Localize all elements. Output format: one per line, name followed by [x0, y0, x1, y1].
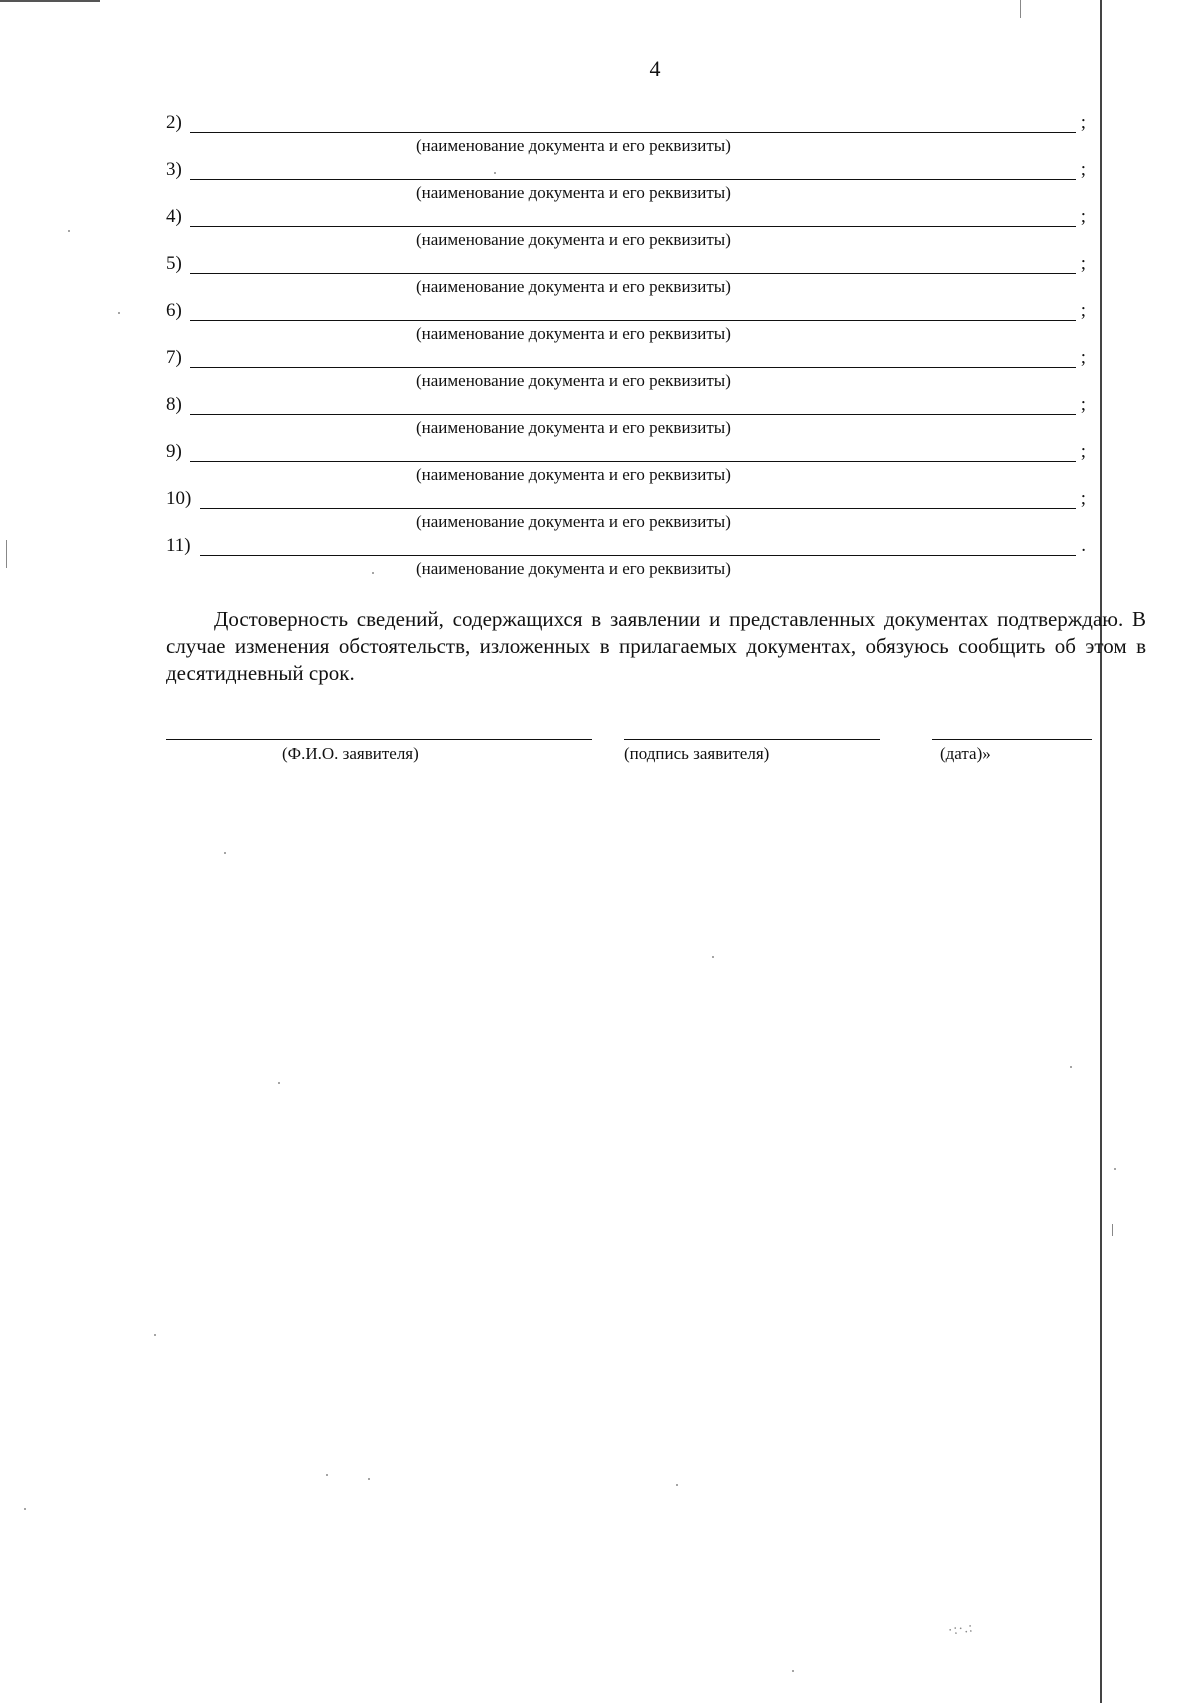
document-item [166, 347, 1086, 394]
date-signature-line [932, 739, 1092, 740]
scan-speck [118, 312, 120, 314]
document-end-punct: ; [1080, 206, 1086, 227]
document-item [166, 206, 1086, 253]
scan-speck [494, 172, 496, 174]
document-fill-line [190, 414, 1076, 415]
scan-tick [1112, 1224, 1113, 1236]
document-caption: (наименование документа и его реквизиты) [416, 230, 731, 249]
document-caption: (наименование документа и его реквизиты) [416, 136, 731, 155]
document-number: 10) [166, 488, 192, 509]
scan-smudge: ·:·.: [947, 1620, 975, 1639]
scan-edge-top [0, 0, 100, 2]
scan-edge-right [1100, 0, 1102, 1703]
document-fill-line [190, 132, 1076, 133]
sign-caption: (подпись заявителя) [624, 744, 770, 763]
scan-speck [712, 956, 714, 958]
document-number: 4) [166, 206, 182, 227]
document-number: 11) [166, 535, 191, 556]
document-end-punct: ; [1080, 253, 1086, 274]
document-item [166, 253, 1086, 300]
document-list [166, 112, 1086, 582]
document-item [166, 488, 1086, 535]
document-end-punct: . [1081, 535, 1086, 556]
scan-speck [68, 230, 70, 232]
scan-speck [368, 1478, 370, 1480]
sign-signature-line [624, 739, 880, 740]
name-signature-line [166, 739, 592, 740]
document-caption: (наименование документа и его реквизиты) [416, 324, 731, 343]
document-number: 3) [166, 159, 182, 180]
document-end-punct: ; [1080, 347, 1086, 368]
document-fill-line [190, 273, 1076, 274]
document-item [166, 300, 1086, 347]
document-number: 5) [166, 253, 182, 274]
scan-tick [6, 540, 7, 568]
document-end-punct: ; [1080, 394, 1086, 415]
scan-speck [372, 572, 374, 574]
document-caption: (наименование документа и его реквизиты) [416, 559, 731, 578]
document-item [166, 535, 1086, 582]
document-caption: (наименование документа и его реквизиты) [416, 418, 731, 437]
scan-speck [224, 852, 226, 854]
document-end-punct: ; [1080, 441, 1086, 462]
scan-speck [326, 1474, 328, 1476]
document-number: 2) [166, 112, 182, 133]
document-item [166, 159, 1086, 206]
scan-speck [24, 1508, 26, 1510]
scan-speck [792, 1670, 794, 1672]
document-number: 7) [166, 347, 182, 368]
document-number: 6) [166, 300, 182, 321]
document-caption: (наименование документа и его реквизиты) [416, 183, 731, 202]
scan-tick [1020, 0, 1021, 18]
document-fill-line [190, 226, 1076, 227]
document-fill-line [200, 508, 1076, 509]
scan-speck [1070, 1066, 1072, 1068]
name-caption: (Ф.И.О. заявителя) [282, 744, 419, 763]
scan-speck [676, 1484, 678, 1486]
document-caption: (наименование документа и его реквизиты) [416, 512, 731, 531]
document-number: 9) [166, 441, 182, 462]
document-item [166, 441, 1086, 488]
document-number: 8) [166, 394, 182, 415]
scan-speck [154, 1334, 156, 1336]
scan-speck [278, 1082, 280, 1084]
page-number: 4 [649, 56, 661, 81]
document-fill-line [190, 461, 1076, 462]
document-fill-line [190, 367, 1076, 368]
document-end-punct: ; [1080, 159, 1086, 180]
document-caption: (наименование документа и его реквизиты) [416, 371, 731, 390]
document-end-punct: ; [1080, 112, 1086, 133]
scan-speck [1114, 1168, 1116, 1170]
document-caption: (наименование документа и его реквизиты) [416, 465, 731, 484]
document-item [166, 394, 1086, 441]
document-item [166, 112, 1086, 159]
document-end-punct: ; [1080, 488, 1086, 509]
document-end-punct: ; [1080, 300, 1086, 321]
statement-paragraph: Достоверность сведений, содержащихся в заявлении и представленных документах подтверждаю. В случае изменения обстоятельств, изложенных в прилагаемых документах, обязуюсь сообщить об этом в десятидневный срок. [166, 607, 1146, 685]
document-fill-line [190, 179, 1076, 180]
document-fill-line [190, 320, 1076, 321]
document-caption: (наименование документа и его реквизиты) [416, 277, 731, 296]
date-caption: (дата)» [940, 744, 991, 763]
document-fill-line [200, 555, 1076, 556]
